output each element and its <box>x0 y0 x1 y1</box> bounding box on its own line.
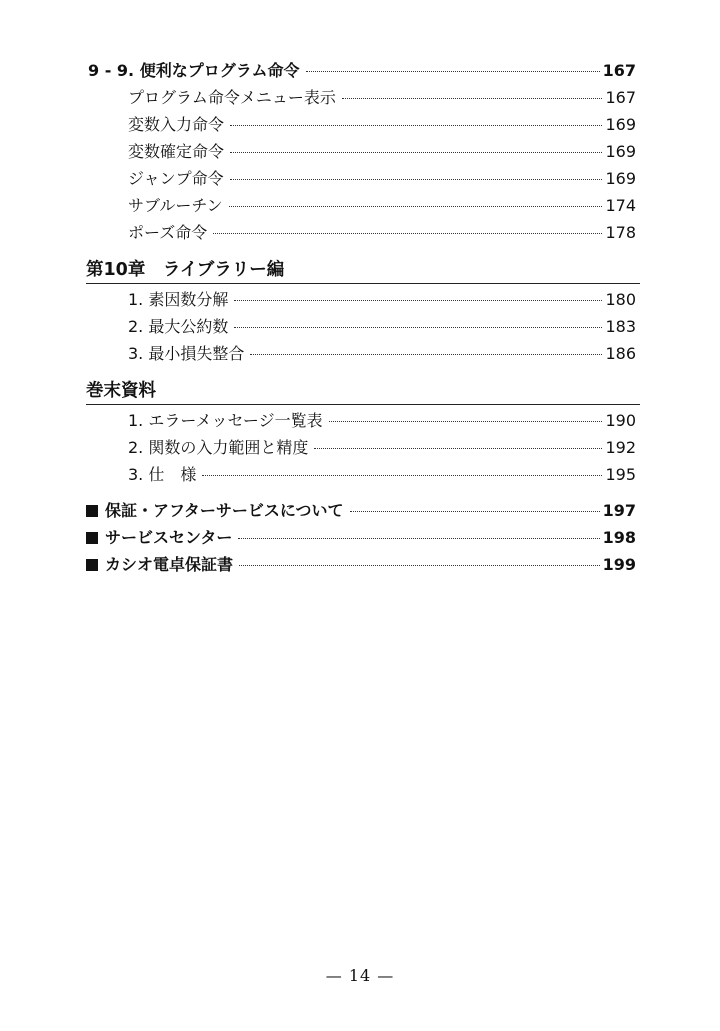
toc-entry-label: 1. 素因数分解 <box>128 290 229 309</box>
dot-leader <box>229 206 603 207</box>
appendix-heading[interactable]: 巻末資料 <box>86 377 640 405</box>
toc-entry[interactable] <box>128 139 636 162</box>
toc-page-number: 192 <box>605 438 636 457</box>
dot-leader <box>350 511 600 512</box>
toc-entry-label: 変数入力命令 <box>128 115 225 134</box>
dot-leader <box>250 354 602 355</box>
toc-entry-label: 2. 最大公約数 <box>128 317 229 336</box>
toc-entry-label-wrap <box>86 552 236 575</box>
toc-page-number: 199 <box>602 555 636 574</box>
toc-page-number: 190 <box>605 411 636 430</box>
toc-entry-label: 9 - 9. 便利なプログラム命令 <box>88 61 300 80</box>
toc-page-number: 197 <box>602 501 636 520</box>
toc-entry-label-wrap <box>86 498 347 521</box>
dot-leader <box>230 179 603 180</box>
toc-entry[interactable] <box>128 435 636 458</box>
toc-page-number: 169 <box>605 142 636 161</box>
dot-leader <box>238 538 599 539</box>
toc-page-number: 174 <box>605 196 636 215</box>
toc-page-number: 195 <box>605 465 636 484</box>
toc-entry-label: 1. エラーメッセージ一覧表 <box>128 411 323 430</box>
toc-entry[interactable] <box>128 112 636 135</box>
toc-page-number: 198 <box>602 528 636 547</box>
toc-entry-label: プログラム命令メニュー表示 <box>128 88 336 107</box>
toc-entry-label: サービスセンター <box>105 528 233 547</box>
toc-entry-label-wrap <box>86 525 235 548</box>
toc-page-number: 167 <box>602 61 636 80</box>
toc-entry-label: 3. 仕 様 <box>128 465 197 484</box>
dot-leader <box>306 71 600 72</box>
dot-leader <box>213 233 602 234</box>
dot-leader <box>342 98 603 99</box>
toc-page-number: 186 <box>605 344 636 363</box>
toc-page-number: 180 <box>605 290 636 309</box>
toc-entry-label: 保証・アフターサービスについて <box>105 501 344 520</box>
toc-entry[interactable] <box>128 314 636 337</box>
dot-leader <box>329 421 603 422</box>
toc-entry-label: ジャンプ命令 <box>128 169 224 188</box>
page-number: — 14 — <box>325 966 395 985</box>
dot-leader <box>234 327 602 328</box>
toc-entry-label: 変数確定命令 <box>128 142 225 161</box>
toc-entry[interactable] <box>128 462 636 485</box>
dot-leader <box>239 565 600 566</box>
toc-entry[interactable] <box>128 408 636 431</box>
toc-entry-guarantee[interactable] <box>86 552 636 575</box>
dot-leader <box>314 448 602 449</box>
toc-entry-label: 2. 関数の入力範囲と精度 <box>128 438 309 457</box>
dot-leader <box>230 125 602 126</box>
toc-entry-label: サブルーチン <box>128 196 223 215</box>
toc-entry-label: カシオ電卓保証書 <box>105 555 234 574</box>
toc-entry[interactable] <box>128 166 636 189</box>
dot-leader <box>234 300 602 301</box>
toc-entry[interactable] <box>128 220 636 243</box>
toc-entry[interactable] <box>128 287 636 310</box>
toc-page-number: 183 <box>605 317 636 336</box>
square-bullet-icon <box>86 532 98 544</box>
toc-entry-label: ポーズ命令 <box>128 223 208 242</box>
toc-page-number: 169 <box>605 115 636 134</box>
dot-leader <box>202 475 602 476</box>
toc-page-number: 178 <box>605 223 636 242</box>
toc-entry[interactable] <box>128 193 636 216</box>
square-bullet-icon <box>86 559 98 571</box>
toc-page-number: 167 <box>605 88 636 107</box>
toc-entry[interactable] <box>128 341 636 364</box>
toc-entry-section-9-9[interactable] <box>88 58 636 81</box>
chapter-heading[interactable]: 第10章 ライブラリー編 <box>86 256 640 284</box>
toc-entry-service-center[interactable] <box>86 525 636 548</box>
toc-entry-label: 3. 最小損失整合 <box>128 344 245 363</box>
square-bullet-icon <box>86 505 98 517</box>
toc-entry-warranty[interactable] <box>86 498 636 521</box>
toc-page-number: 169 <box>605 169 636 188</box>
dot-leader <box>230 152 602 153</box>
toc-entry[interactable] <box>128 85 636 108</box>
